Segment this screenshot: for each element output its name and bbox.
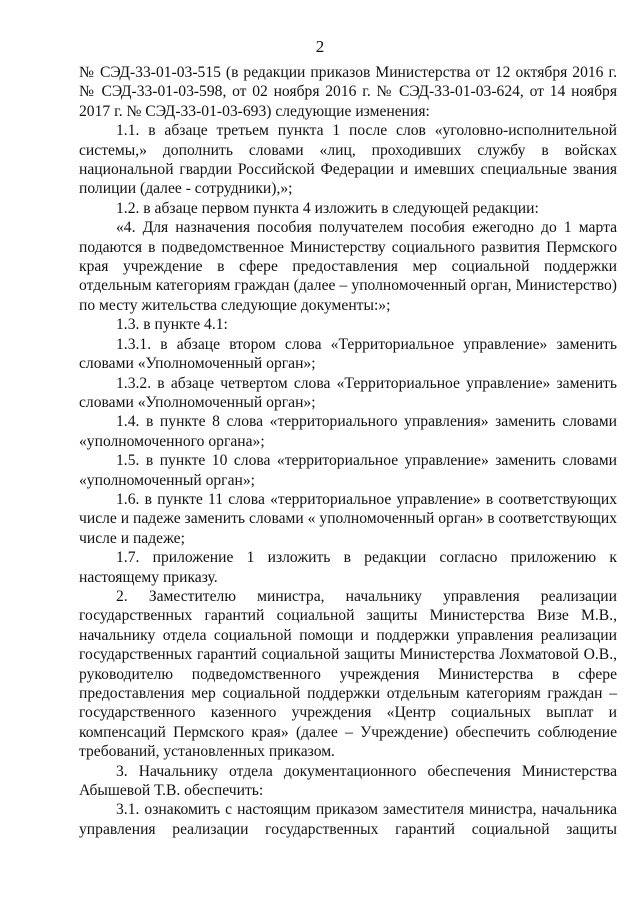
paragraph-3: 3. Начальнику отдела документационного обеспечения Министерства Абышевой Т.В. обеспечить: [79,762,617,800]
paragraph-1-6: 1.6. в пункте 11 слова «территориальное управление» в соответствующих числе и падеже заменить словами « уполномоченный орган» в соответствующих числе и падеже; [79,490,617,547]
paragraph-1-4: 1.4. в пункте 8 слова «территориального управления» заменить словами «уполномоченного органа»; [79,413,617,450]
paragraph-2: 2. Заместителю министра, начальнику управления реализации государственных гарантий социальной защиты Министерства Визе М.В., начальнику отдела социальной помощи и поддержки управления реализации государственных гарантий социальной защиты Министерства Лохматовой О.В., руководителю подведомственного учреждения Министерства в сфере предоставления мер социальной поддержки отдельным категориям граждан – государственного казенного учреждения «Центр социальных выплат и компенсаций Пермского края» (далее – Учреждение) обеспечить соблюдение требований, установленных приказом. [79,587,617,761]
paragraph-1-7: 1.7. приложение 1 изложить в редакции согласно приложению к настоящему приказу. [79,549,617,586]
paragraph-point-4-text: «4. Для назначения пособия получателем пособия ежегодно до 1 марта подаются в подведомственное Министерству социального развития Пермского края учреждение в сфере предоставления мер социальной поддержки отдельным категориям граждан (далее – уполномоченный орган, Министерство) по месту жительства следующие документы:»; [79,219,617,314]
paragraph-1-2: 1.2. в абзаце первом пункта 4 изложить в следующей редакции: [116,199,539,217]
paragraph-1-3-2: 1.3.2. в абзаце четвертом слова «Территориальное управление» заменить словами «Уполномоченный орган»; [79,374,617,411]
document-body [79,63,617,839]
paragraph-1-3: 1.3. в пункте 4.1: [116,316,228,334]
paragraph-order-reference: № СЭД-33-01-03-515 (в редакции приказов Министерства от 12 октября 2016 г. № СЭД-33-01-03-598, от 02 ноября 2016 г. № СЭД-33-01-03-624, от 14 ноября 2017 г. № СЭД-33-01-03-693) следующие изменения: [79,64,617,120]
paragraph-3-1: 3.1. ознакомить с настоящим приказом заместителя министра, начальника управления реализации государственных гарантий социальной защиты [79,801,617,838]
paragraph-1-1: 1.1. в абзаце третьем пункта 1 после слов «уголовно-исполнительной системы,» дополнить словами «лиц, проходивших службу в войсках национальной гвардии Российской Федерации и имевших специальные звания полиции (далее - сотрудники),»; [79,122,617,198]
page-number: 2 [315,37,325,56]
paragraph-1-5: 1.5. в пункте 10 слова «территориальное управление» заменить словами «уполномоченный орган»; [79,452,617,489]
paragraph-1-3-1: 1.3.1. в абзаце втором слова «Территориальное управление» заменить словами «Уполномоченный орган»; [79,335,617,373]
